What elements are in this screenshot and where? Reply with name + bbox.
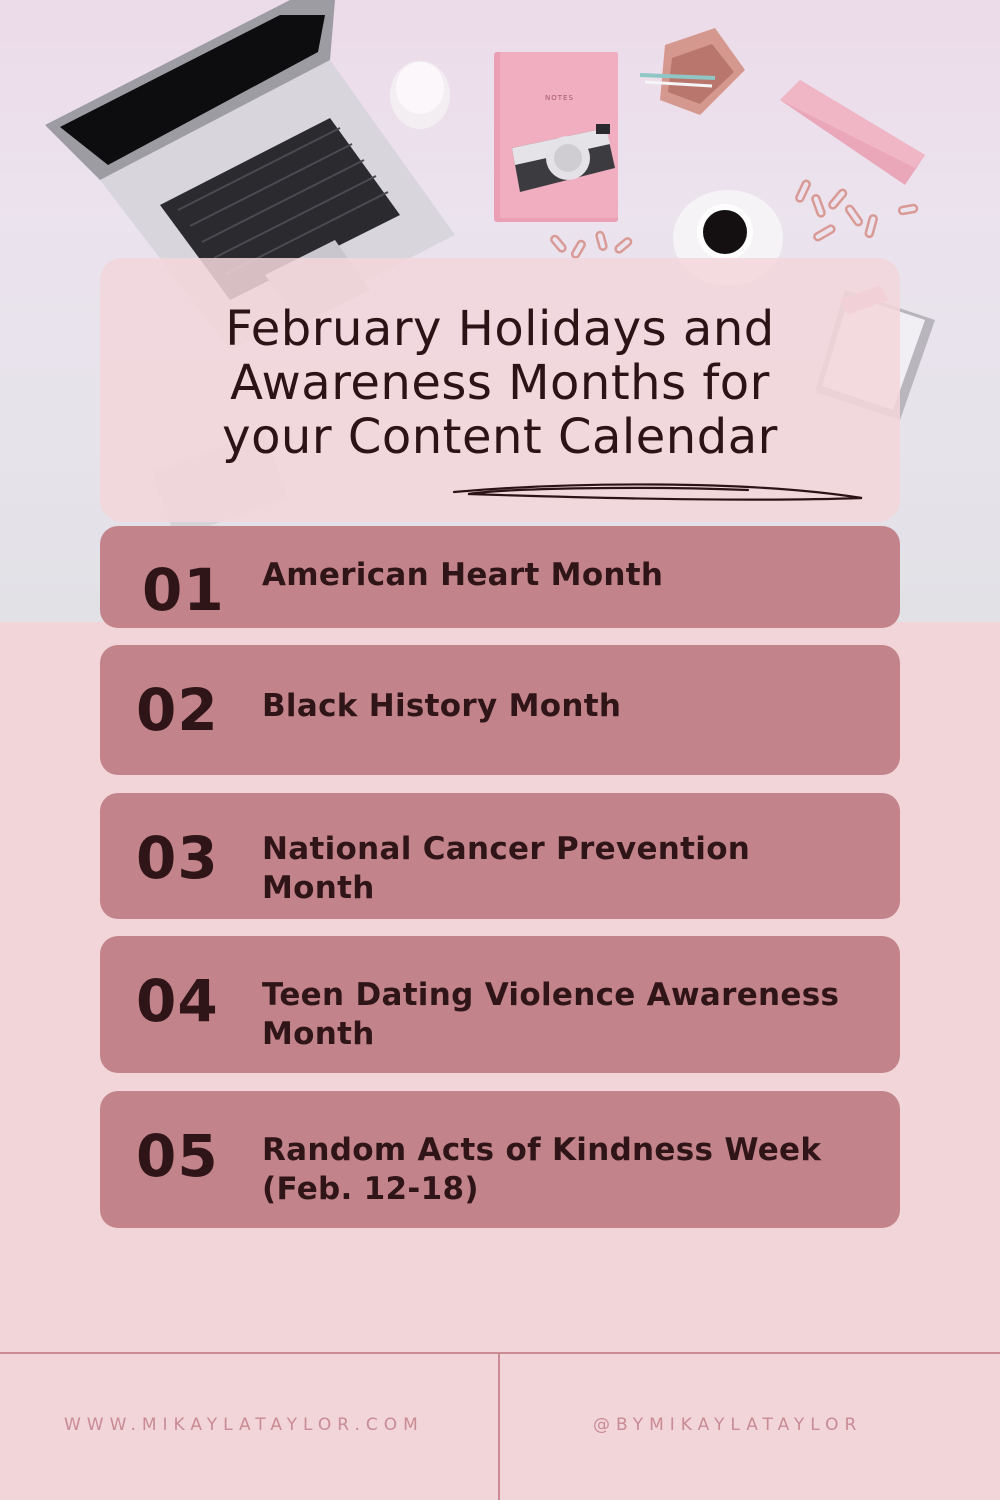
candle-illustration	[390, 61, 450, 129]
list-item	[100, 1091, 900, 1228]
item-number: 04	[136, 967, 219, 1035]
item-number: 05	[136, 1122, 219, 1190]
footer-website-link[interactable]: WWW.MIKAYLATAYLOR.COM	[64, 1415, 424, 1435]
item-number: 01	[142, 556, 225, 624]
item-number: 02	[136, 676, 219, 744]
list-item	[100, 793, 900, 919]
pencil-cup-illustration	[640, 28, 745, 115]
page-title	[100, 302, 900, 464]
item-label: Teen Dating Violence Awareness Month	[262, 977, 840, 1052]
footer-vertical-divider	[498, 1353, 500, 1500]
item-label: Random Acts of Kindness Week (Feb. 12-18)	[262, 1132, 822, 1207]
footer-divider	[0, 1352, 1000, 1354]
notebook-label: NOTES	[545, 94, 574, 102]
list-item	[100, 936, 900, 1073]
item-label: American Heart Month	[262, 557, 664, 593]
title-card	[100, 258, 900, 522]
item-number: 03	[136, 824, 219, 892]
item-label: Black History Month	[262, 688, 622, 724]
pencil-case-illustration	[780, 80, 925, 185]
list-item	[100, 645, 900, 775]
title-underline-swash	[448, 468, 868, 508]
footer-social-handle[interactable]: @BYMIKAYLATAYLOR	[593, 1415, 863, 1435]
item-label: National Cancer Prevention Month	[262, 831, 751, 906]
title-line-3: your Content Calendar	[222, 409, 778, 465]
title-line-2: Awareness Months for	[230, 355, 770, 411]
title-line-1: February Holidays and	[225, 301, 775, 357]
list-item	[100, 526, 900, 628]
